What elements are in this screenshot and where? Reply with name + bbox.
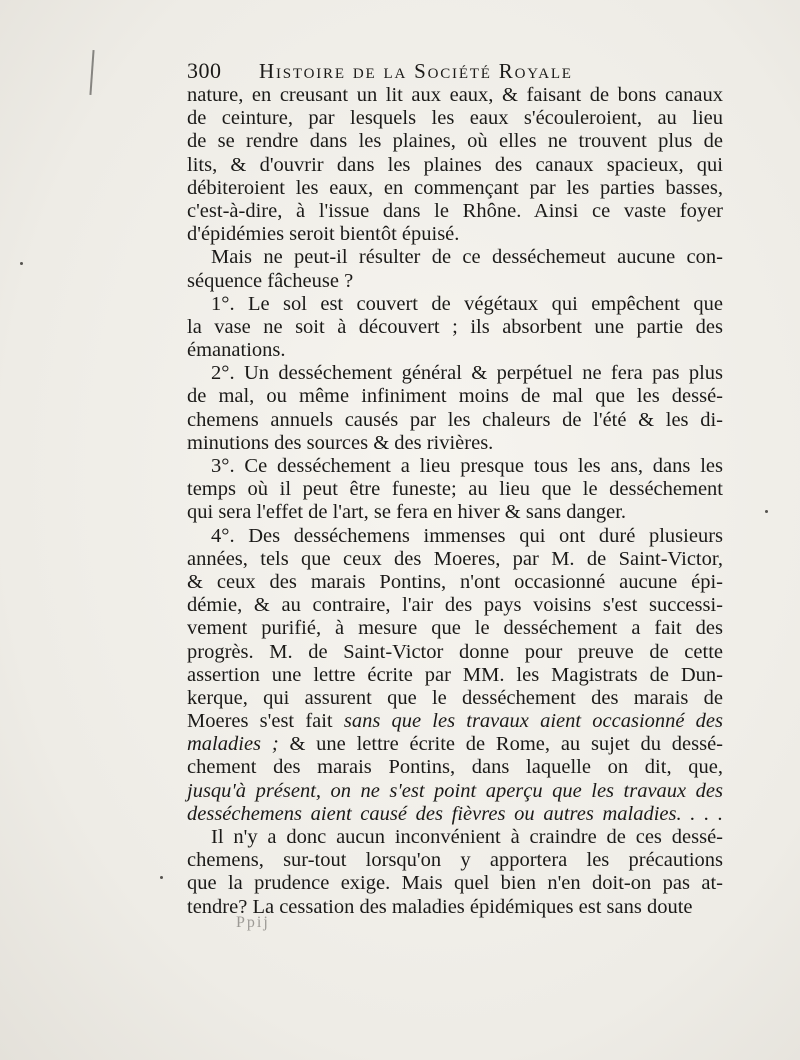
text-line: séquence fâcheuse ?: [187, 269, 354, 292]
text-line: lits, & d'ouvrir dans les plaines des canaux spacieux, qui: [187, 153, 723, 176]
margin-speck: [20, 262, 23, 265]
margin-speck: [160, 876, 163, 879]
italic-text-run: sans que les travaux aient occasionné des: [343, 710, 724, 733]
text-line: desséchemens aient causé des fièvres ou autres maladies. . . .: [187, 802, 723, 825]
text-line: 1°. Le sol est couvert de végétaux qui empêchent que: [211, 292, 723, 315]
page-number: 300: [187, 58, 222, 83]
text-line: kerque, qui assurent que le desséchement des marais de: [187, 686, 723, 709]
text-line: [187, 733, 723, 756]
signature-mark: Ppij: [236, 914, 270, 931]
text-run: Moeres s'est fait: [187, 710, 344, 733]
margin-speck: [765, 510, 768, 513]
running-title: Histoire de la Société Royale: [259, 59, 573, 83]
text-line: minutions des sources & des rivières.: [187, 431, 494, 454]
text-line: de ceinture, par lesquels les eaux s'écouleroient, au lieu: [187, 107, 723, 130]
text-line: tendre? La cessation des maladies épidémiques est sans doute: [187, 895, 693, 918]
text-line: vement purifié, à mesure que le desséchement a fait des: [187, 617, 723, 640]
text-line: chement des marais Pontins, dans laquelle on dit, que,: [187, 756, 723, 779]
text-line: 2°. Un desséchement général & perpétuel ne fera pas plus: [211, 362, 723, 385]
text-line: Il n'y a donc aucun inconvénient à craindre de ces dessé-: [211, 826, 723, 848]
text-line: [187, 710, 723, 733]
text-line: chemens annuels causés par les chaleurs de l'été & les di-: [187, 408, 723, 431]
text-line: que la prudence exige. Mais quel bien n'en doit-on pas at-: [187, 872, 723, 895]
text-line: émanations.: [187, 339, 286, 362]
text-line: de mal, ou même infiniment moins de mal que les dessé-: [187, 385, 723, 408]
text-line: chemens, sur-tout lorsqu'on y apportera les précautions: [187, 849, 723, 872]
body-text: [187, 84, 723, 919]
text-line: assertion une lettre écrite par MM. les Magistrats de Dun-: [187, 663, 723, 686]
text-line: nature, en creusant un lit aux eaux, & faisant de bons canaux: [187, 84, 723, 106]
italic-text-run: maladies ;: [187, 733, 279, 756]
text-run: & une lettre écrite de Rome, au sujet du dessé-: [278, 733, 723, 756]
text-line: 3°. Ce desséchement a lieu presque tous les ans, dans les: [211, 455, 723, 477]
text-line: démie, & au contraire, l'air des pays voisins s'est successi-: [187, 594, 723, 617]
text-line: la vase ne soit à découvert ; ils absorbent une partie des: [187, 315, 723, 338]
text-line: de se rendre dans les plaines, où elles ne trouvent plus de: [187, 130, 723, 153]
gutter-pencil-mark: [89, 50, 94, 95]
text-line: années, tels que ceux des Moeres, par M. de Saint-Victor,: [187, 547, 723, 570]
text-line: jusqu'à présent, on ne s'est point aperçu que les travaux des: [187, 779, 723, 802]
page-header: [187, 58, 723, 84]
text-line: & ceux des marais Pontins, n'ont occasionné aucune épi-: [187, 570, 723, 593]
text-line: Mais ne peut-il résulter de ce desséchemeut aucune con-: [211, 246, 723, 269]
text-line: qui sera l'effet de l'art, se fera en hiver & sans danger.: [187, 501, 627, 524]
text-line: progrès. M. de Saint-Victor donne pour preuve de cette: [187, 640, 723, 663]
text-line: 4°. Des desséchemens immenses qui ont duré plusieurs: [211, 524, 723, 547]
text-line: d'épidémies seroit bientôt épuisé.: [187, 223, 460, 246]
text-line: temps où il peut être funeste; au lieu que le desséchement: [187, 478, 723, 501]
text-line: débiteroient les eaux, en commençant par les parties basses,: [187, 176, 723, 199]
text-line: c'est-à-dire, à l'issue dans le Rhône. Ainsi ce vaste foyer: [187, 199, 723, 222]
